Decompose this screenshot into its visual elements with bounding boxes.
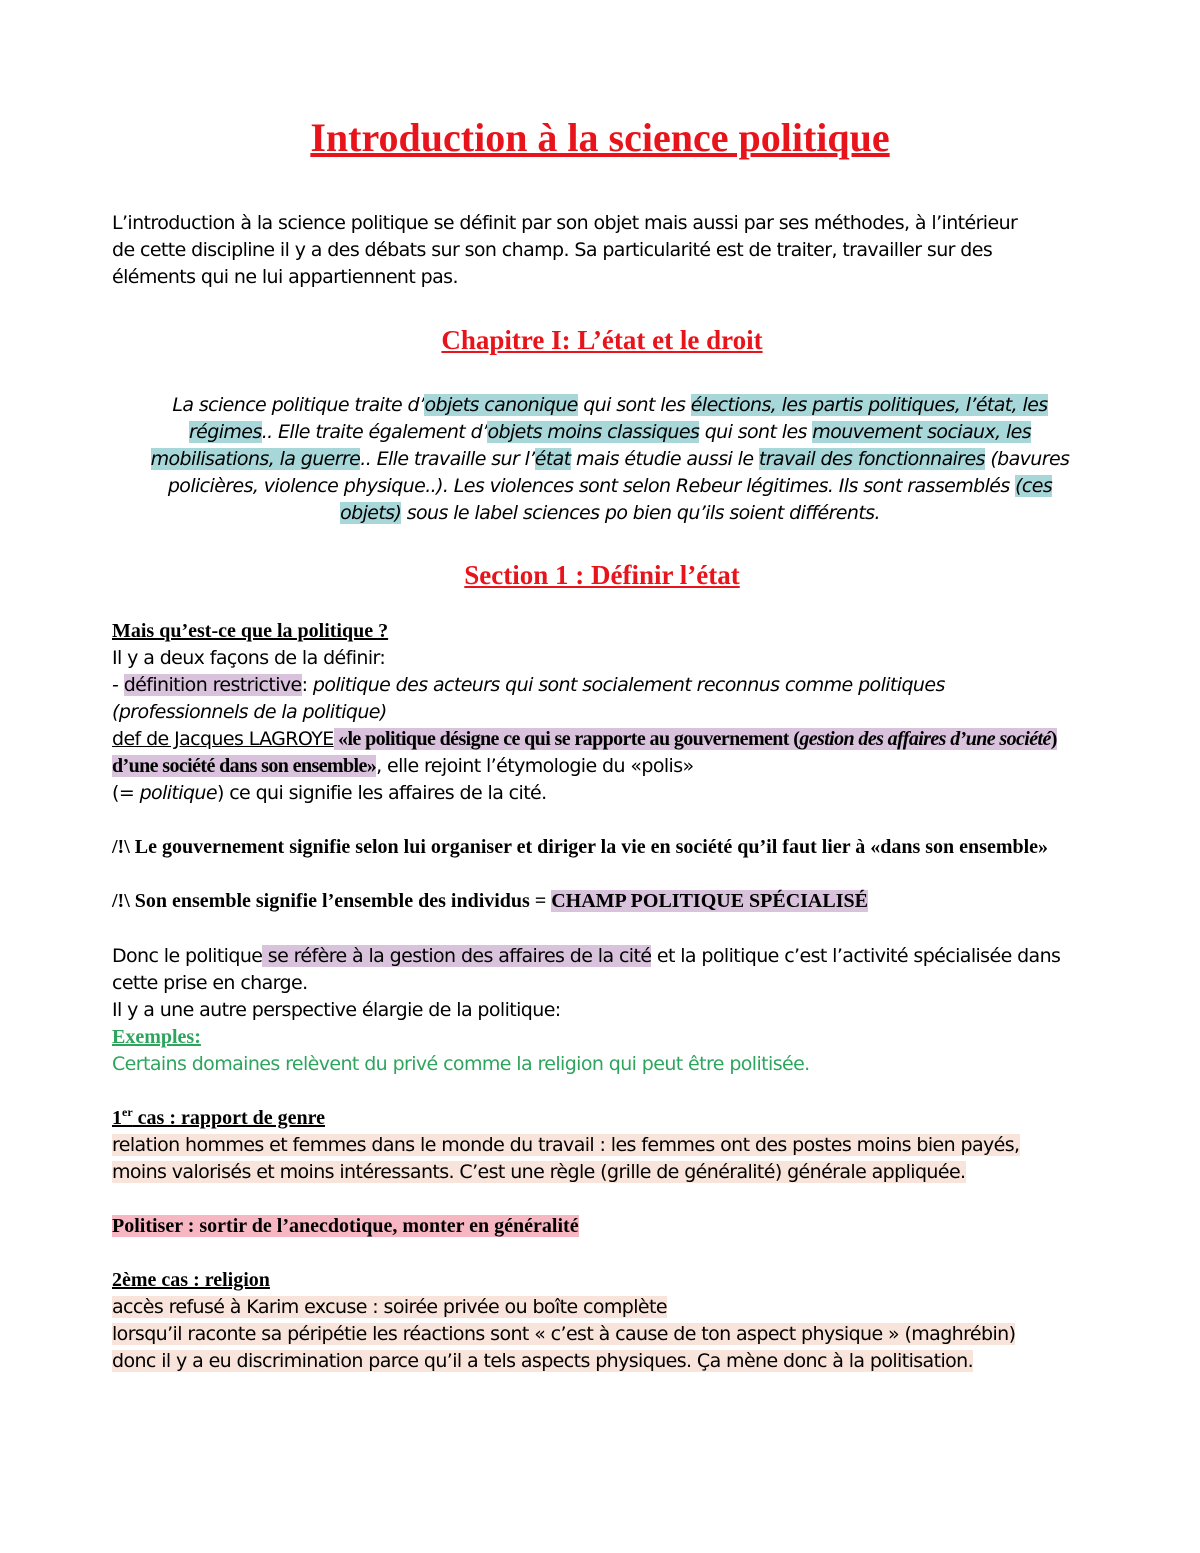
- intro-line-2: de cette discipline il y a des débats sur son champ. Sa particularité est de traiter, travailler sur des: [112, 239, 993, 261]
- autre-perspective-line: Il y a une autre perspective élargie de la politique:: [112, 999, 561, 1021]
- highlight-gestion-affaires: se réfère à la gestion des affaires de la cité: [262, 945, 652, 967]
- intro-line-1: L’introduction à la science politique se définit par son objet mais aussi par ses méthodes, à l’intérieur: [112, 212, 1018, 234]
- donc-part: Donc le politique: [112, 945, 263, 967]
- chapter-text-part: .. Elle travaille sur l’: [360, 448, 535, 470]
- warning-text: /!\ Son ensemble signifie l’ensemble des individus =: [112, 890, 552, 912]
- question-heading: Mais qu’est-ce que la politique ?: [112, 620, 389, 642]
- document-title: Introduction à la science politique: [310, 115, 890, 160]
- chapter-text-part: qui sont les: [699, 421, 813, 443]
- chapter-intro-paragraph: [140, 392, 1080, 527]
- highlight-less-classic-objects: objets moins classiques: [487, 421, 700, 443]
- restrictive-definition-text-2: (professionnels de la politique): [112, 701, 387, 723]
- chapter-text-part: mais étudie aussi le: [570, 448, 759, 470]
- highlight-restrictive-definition: définition restrictive: [123, 674, 302, 696]
- polis-part: ) ce qui signifie les affaires de la cité.: [216, 782, 547, 804]
- case2-heading: 2ème cas : religion: [112, 1269, 270, 1291]
- highlight-social-movements: mouvement sociaux, les mobilisations, la guerre: [150, 421, 1032, 470]
- chapter-text-part: La science politique traite d’: [172, 394, 425, 416]
- quote-italic-part: gestion des affaires d’une société: [799, 728, 1051, 750]
- polis-italic: politique: [139, 782, 217, 804]
- chapter-heading: Chapitre I: L’état et le droit: [441, 325, 763, 355]
- chapter-text-part: qui sont les: [577, 394, 691, 416]
- highlight-civil-servants-work: travail des fonctionnaires: [758, 448, 985, 470]
- case2-line-1: accès refusé à Karim excuse : soirée privée ou boîte complète: [112, 1296, 667, 1318]
- etymology-text: , elle rejoint l’étymologie du «polis»: [376, 755, 694, 777]
- quote-part: ) d’une société dans son ensemble»: [112, 728, 1057, 777]
- examples-text: Certains domaines relèvent du privé comme la religion qui peut être politisée.: [112, 1053, 810, 1075]
- restrictive-definition-line: [112, 672, 1092, 699]
- warning-ensemble: [112, 888, 1092, 915]
- colon: :: [301, 674, 313, 696]
- chapter-text-part: sous le label sciences po bien qu’ils soient différents.: [401, 502, 880, 524]
- polis-part: (=: [112, 782, 140, 804]
- definitions-block: [112, 645, 1092, 807]
- case1-line-2: moins valorisés et moins intéressants. C’est une règle (grille de généralité) générale appliquée.: [112, 1161, 966, 1183]
- highlight-etat: état: [534, 448, 571, 470]
- donc-paragraph: [112, 943, 1092, 1024]
- warning-government: /!\ Le gouvernement signifie selon lui organiser et diriger la vie en société qu’il faut lier à «dans son ensemble»: [112, 836, 1049, 858]
- intro-line-3: éléments qui ne lui appartiennent pas.: [112, 266, 458, 288]
- examples-label: Exemples:: [112, 1026, 201, 1048]
- quote-part: «le politique désigne ce qui se rapporte au gouvernement (: [333, 728, 800, 750]
- case1-text: [112, 1132, 1092, 1186]
- dash: -: [112, 674, 124, 696]
- case1-num: 1: [112, 1107, 122, 1129]
- case2-text: [112, 1294, 1092, 1375]
- donc-part: et la politique c’est l’activité spécialisée dans cette prise en charge.: [112, 945, 1061, 994]
- politiser-line: [112, 1213, 1092, 1240]
- highlight-canonical-objects: objets canonique: [424, 394, 578, 416]
- case2-line-3: donc il y a eu discrimination parce qu’il a tels aspects physiques. Ça mène donc à la politisation.: [112, 1350, 974, 1372]
- intro-paragraph: [112, 210, 1092, 291]
- case1-title: cas : rapport de genre: [132, 1107, 326, 1129]
- highlight-champ-politique: CHAMP POLITIQUE SPÉCIALISÉ: [551, 890, 868, 912]
- section-heading: Section 1 : Définir l’état: [464, 560, 740, 590]
- case1-line-1: relation hommes et femmes dans le monde du travail : les femmes ont des postes moins bien payés,: [112, 1134, 1020, 1156]
- case1-heading: [112, 1105, 1092, 1132]
- case2-line-2: lorsqu’il raconte sa péripétie les réactions sont « c’est à cause de ton aspect physique » (maghrébin): [112, 1323, 1016, 1345]
- lagroye-definition: [112, 726, 1092, 780]
- polis-line: [112, 780, 1092, 807]
- chapter-text-part: .. Elle traite également d’: [261, 421, 488, 443]
- lagroye-label: def de Jacques LAGROYE: [112, 728, 334, 750]
- highlight-politiser: Politiser : sortir de l’anecdotique, monter en généralité: [112, 1215, 579, 1237]
- two-ways-line: Il y a deux façons de la définir:: [112, 647, 386, 669]
- highlight-elections: élections, les partis politiques, l’état, les régimes: [188, 394, 1048, 443]
- chapter-text-part: (bavures policières, violence physique..). Les violences sont selon Rebeur légitimes. Ils sont rassemblés: [167, 448, 1070, 497]
- case1-sup: er: [122, 1105, 133, 1119]
- restrictive-definition-text: politique des acteurs qui sont socialement reconnus comme politiques: [312, 674, 945, 696]
- highlight-these-objects: (ces objets): [340, 475, 1053, 524]
